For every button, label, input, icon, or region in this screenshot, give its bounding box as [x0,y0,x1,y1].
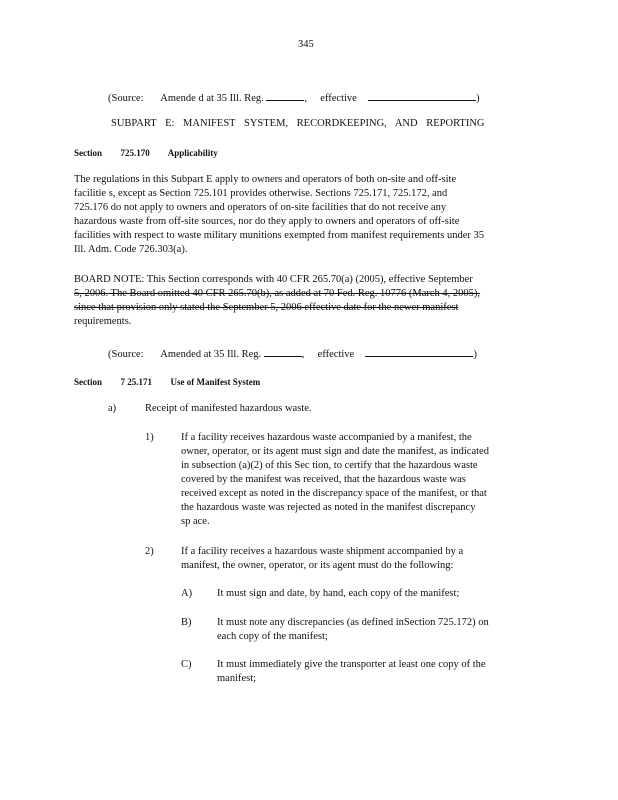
item-a-marker: a) [108,403,117,414]
paragraph-line: facilities with respect to waste military munitions exempted from manifest requirements under 35 [74,230,484,241]
item-B-body [217,616,537,644]
board-note-line: requirements. [74,316,132,327]
source-line-1 [108,89,480,106]
item-C-marker: C) [181,659,192,670]
section-title: Applicability [167,148,218,158]
blank-register-field [264,345,302,357]
board-note-struck-line: 5, 2006. The Board omitted 40 CFR 265.70(b), as added at 70 Fed. Reg. 10776 (March 4, 2005), [74,288,481,299]
section-heading-725-170 [74,146,218,160]
board-note-struck-line: since that provision only stated the September 5, 2006 effective date for the newer manifest [74,302,459,313]
blank-effective-field [368,89,476,101]
board-note-line: BOARD NOTE: This Section corresponds with 40 CFR 265.70(a) (2005), effective September [74,274,473,285]
item-2-body [181,545,531,573]
section-number: 725.170 [120,148,150,158]
item-1-line: owner, operator, or its agent must sign and date the manifest, as indicated [181,446,489,457]
item-B-marker: B) [181,617,192,628]
section-title: Use of Manifest System [170,377,261,387]
board-note [74,273,544,329]
source-line-2 [108,345,477,362]
item-2-marker: 2) [145,546,154,557]
page-number: 345 [298,39,314,50]
source-prefix: (Source: [108,93,144,104]
item-1-line: covered by the manifest was received, that the hazardous waste was [181,474,466,485]
subpart-heading: SUBPART E: MANIFEST SYSTEM, RECORDKEEPING, AND REPORTING [111,118,485,129]
source-close: ) [476,93,480,104]
paragraph-line: facilitie s, except as Section 725.101 provides otherwise. Sections 725.171, 725.172, and [74,188,448,199]
paragraph-line: hazardous waste from off-site sources, nor do they apply to owners and operators of off-site [74,216,460,227]
source-effective: effective [317,349,355,360]
item-1-line: the hazardous waste was rejected as noted in the manifest discrepancy [181,502,476,513]
blank-register-field [266,89,304,101]
blank-effective-field [365,345,473,357]
item-C-body [217,658,537,686]
item-C-line: It must immediately give the transporter at least one copy of the [217,659,486,670]
section-label: Section [74,148,102,158]
item-C-line: manifest; [217,673,257,684]
source-close: ) [473,349,477,360]
item-1-line: sp ace. [181,516,210,527]
applicability-paragraph [74,173,544,257]
item-2-line: manifest, the owner, operator, or its agent must do the following: [181,560,454,571]
section-label: Section [74,377,102,387]
item-a-text: Receipt of manifested hazardous waste. [145,403,312,414]
source-effective: effective [320,93,357,104]
item-1-marker: 1) [145,432,154,443]
source-text: Amended at 35 Ill. Reg. [160,349,262,360]
paragraph-line: Ill. Adm. Code 726.303(a). [74,244,188,255]
source-comma: , [301,349,305,360]
item-A-line: It must sign and date, by hand, each copy of the manifest; [217,588,460,599]
item-B-line: It must note any discrepancies (as defined inSection 725.172) on [217,617,489,628]
section-number: 7 25.171 [120,377,152,387]
paragraph-line: The regulations in this Subpart E apply to owners and operators of both on-site and off-site [74,174,457,185]
source-prefix: (Source: [108,349,144,360]
item-1-line: received except as noted in the discrepancy space of the manifest, or that [181,488,487,499]
item-A-marker: A) [181,588,193,599]
paragraph-line: 725.176 do not apply to owners and operators of on-site facilities that do not receive any [74,202,447,213]
source-comma: , [304,93,308,104]
item-1-line: If a facility receives hazardous waste accompanied by a manifest, the [181,432,472,443]
item-2-line: If a facility receives a hazardous waste shipment accompanied by a [181,546,464,557]
section-heading-725-171 [74,375,260,389]
item-1-line: in subsection (a)(2) of this Sec tion, to certify that the hazardous waste [181,460,478,471]
source-text: Amende d at 35 Ill. Reg. [160,93,264,104]
item-1-body [181,431,531,529]
item-B-line: each copy of the manifest; [217,631,328,642]
